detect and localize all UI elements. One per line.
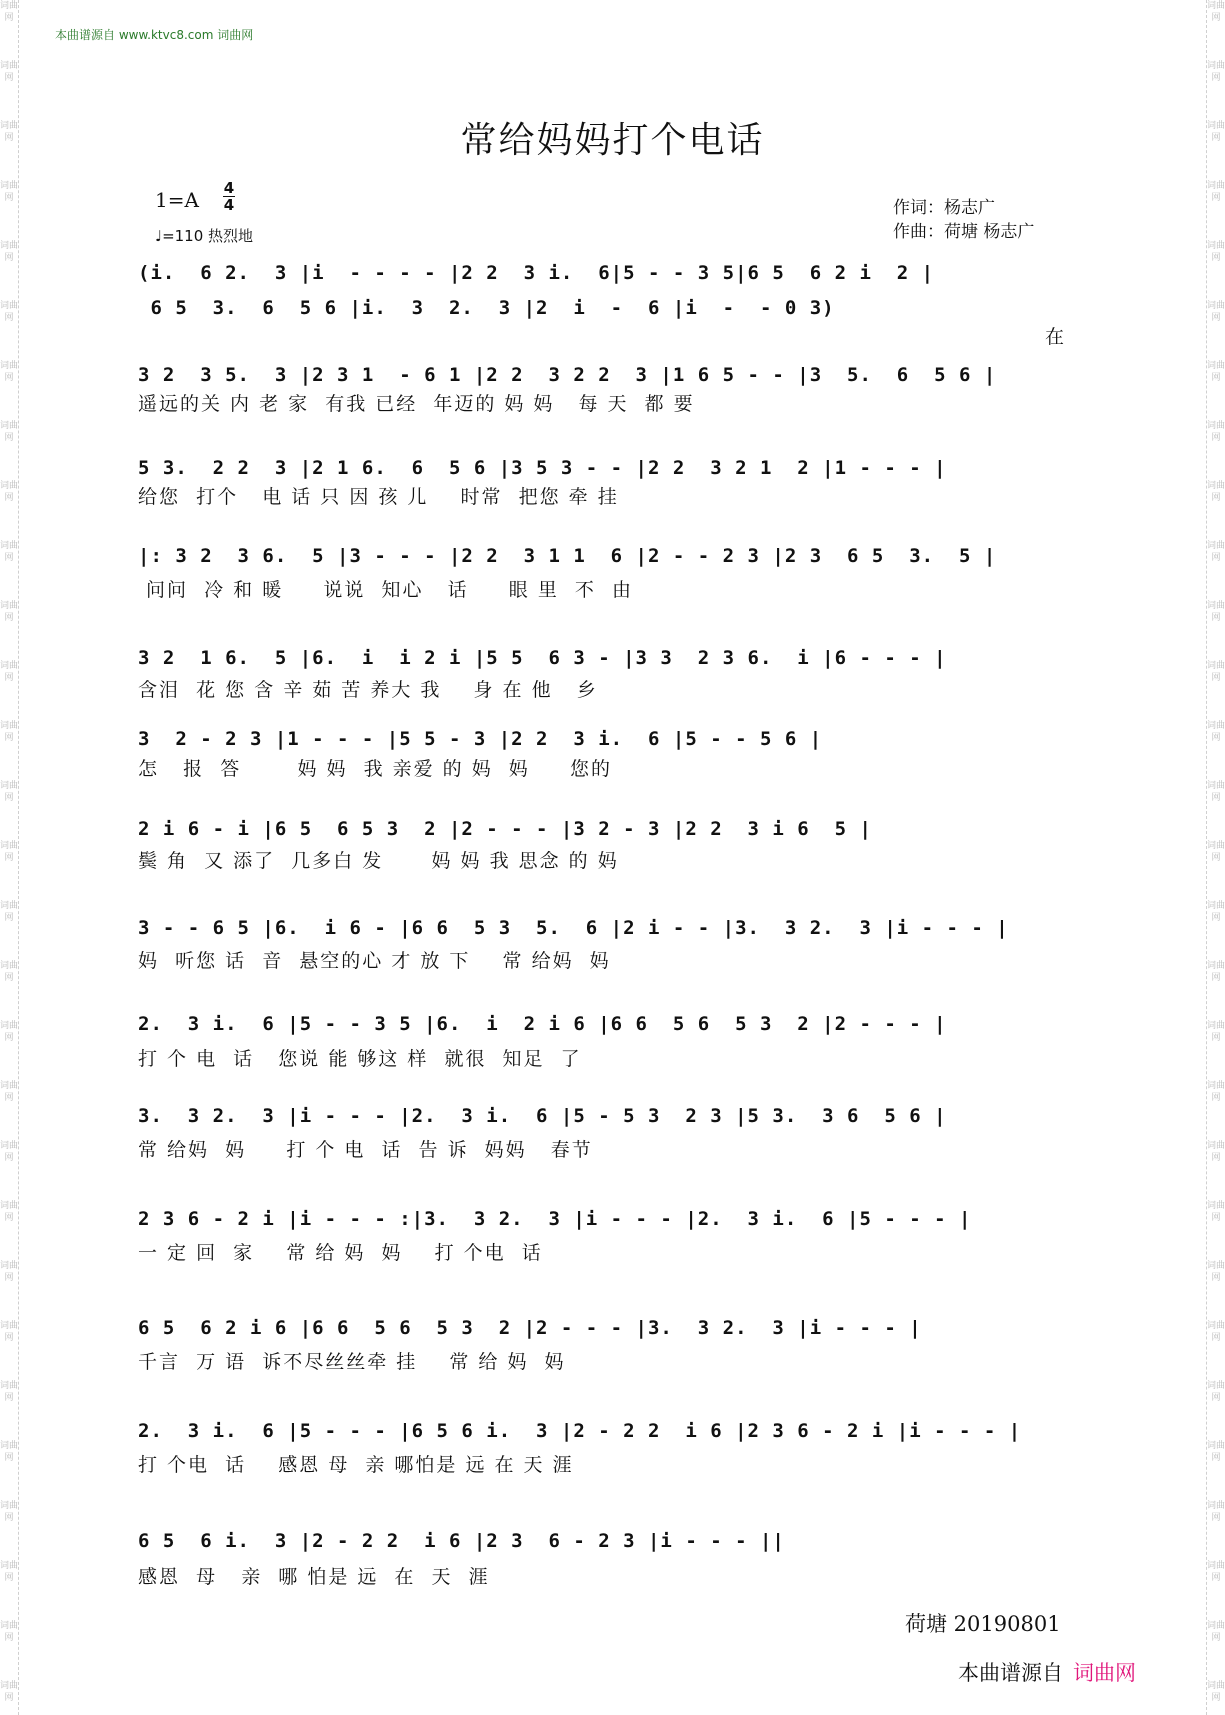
intro-notes-2: 6 5 3. 6 5 6 |i. 3 2. 3 |2 i - 6 |i - - 0 3) <box>138 297 835 319</box>
intro-lyric: 在 <box>1045 326 1067 348</box>
watermark-text: 词曲网 <box>1207 1261 1225 1283</box>
lyrics-line-1: 遥远的关 内 老 家 有我 已经 年迈的 妈 妈 每 天 都 要 <box>138 393 695 415</box>
watermark-text: 词曲网 <box>0 241 19 263</box>
watermark-text: 词曲网 <box>0 1021 19 1043</box>
notes-line-2: 5 3. 2 2 3 |2 1 6. 6 5 6 |3 5 3 - - |2 2 3 2 1 2 |1 - - - | <box>138 457 947 479</box>
lyrics-line-5: 怎 报 答 妈 妈 我 亲爱 的 妈 妈 您的 <box>138 758 612 780</box>
time-denominator: 4 <box>223 196 235 214</box>
intro-notes-1: (i. 6 2. 3 |i - - - - |2 2 3 i. 6|5 - - 3 5|6 5 6 2 i 2 | <box>138 262 935 284</box>
watermark-text: 词曲网 <box>1207 1201 1225 1223</box>
lyrics-line-2: 给您 打个 电 话 只 因 孩 儿 时常 把您 牵 挂 <box>138 486 619 508</box>
watermark-text: 词曲网 <box>1207 961 1225 983</box>
watermark-text: 词曲网 <box>1207 61 1225 83</box>
watermark-text: 词曲网 <box>0 1681 19 1703</box>
notes-line-10: 2 3 6 - 2 i |i - - - :|3. 3 2. 3 |i - - - |2. 3 i. 6 |5 - - - | <box>138 1208 972 1230</box>
watermark-text: 词曲网 <box>0 1321 19 1343</box>
notes-line-4: 3 2 1 6. 5 |6. i i 2 i |5 5 6 3 - |3 3 2 3 6. i |6 - - - | <box>138 647 947 669</box>
watermark-text: 词曲网 <box>0 361 19 383</box>
watermark-text: 词曲网 <box>0 721 19 743</box>
watermark-text: 词曲网 <box>0 1081 19 1103</box>
source-link-top[interactable]: 本曲谱源自 www.ktvc8.com 词曲网 <box>55 28 254 42</box>
credits <box>893 196 1034 244</box>
lyrics-line-3: 问问 冷 和 暖 说说 知心 话 眼 里 不 由 <box>138 579 633 601</box>
watermark-text: 词曲网 <box>1207 781 1225 803</box>
lyrics-line-9: 常 给妈 妈 打 个 电 话 告 诉 妈妈 春节 <box>138 1139 593 1161</box>
watermark-text: 词曲网 <box>0 301 19 323</box>
composer-credit: 作曲：荷塘 杨志广 <box>893 222 1035 242</box>
notes-line-1: 3 2 3 5. 3 |2 3 1 - 6 1 |2 2 3 2 2 3 |1 6 5 - - |3 5. 6 5 6 | <box>138 364 997 386</box>
watermark-text: 词曲网 <box>1207 301 1225 323</box>
watermark-text: 词曲网 <box>0 1261 19 1283</box>
watermark-text: 词曲网 <box>0 481 19 503</box>
notes-line-6: 2 i 6 - i |6 5 6 5 3 2 |2 - - - |3 2 - 3 |2 2 3 i 6 5 | <box>138 818 872 840</box>
watermark-text: 词曲网 <box>0 181 19 203</box>
signature: 荷塘 20190801 <box>905 1612 1061 1636</box>
watermark-text: 词曲网 <box>1207 121 1225 143</box>
watermark-text: 词曲网 <box>0 601 19 623</box>
lyrics-line-12: 打 个电 话 感恩 母 亲 哪怕是 远 在 天 涯 <box>138 1454 574 1476</box>
watermark-text: 词曲网 <box>1207 241 1225 263</box>
lyricist-credit: 作词：杨志广 <box>893 198 995 218</box>
watermark-text: 词曲网 <box>1207 481 1225 503</box>
watermark-text: 词曲网 <box>0 1141 19 1163</box>
watermark-text: 词曲网 <box>1207 1321 1225 1343</box>
watermark-text: 词曲网 <box>0 901 19 923</box>
watermark-text: 词曲网 <box>1207 1621 1225 1643</box>
left-watermark-border <box>0 0 19 1715</box>
watermark-text: 词曲网 <box>1207 601 1225 623</box>
watermark-text: 词曲网 <box>1207 1021 1225 1043</box>
watermark-text: 词曲网 <box>0 1201 19 1223</box>
watermark-text: 词曲网 <box>1207 421 1225 443</box>
watermark-text: 词曲网 <box>1207 1561 1225 1583</box>
notes-line-9: 3. 3 2. 3 |i - - - |2. 3 i. 6 |5 - 5 3 2 3 |5 3. 3 6 5 6 | <box>138 1105 947 1127</box>
watermark-text: 词曲网 <box>0 661 19 683</box>
watermark-text: 词曲网 <box>0 1 19 23</box>
time-signature <box>223 180 235 213</box>
tempo-marking: ♩=110 热烈地 <box>155 227 254 245</box>
lyrics-line-11: 千言 万 语 诉不尽丝丝牵 挂 常 给 妈 妈 <box>138 1351 566 1373</box>
watermark-text: 词曲网 <box>1207 1681 1225 1703</box>
watermark-text: 词曲网 <box>1207 1081 1225 1103</box>
notes-line-7: 3 - - 6 5 |6. i 6 - |6 6 5 3 5. 6 |2 i - - |3. 3 2. 3 |i - - - | <box>138 917 1009 939</box>
notes-line-3: |: 3 2 3 6. 5 |3 - - - |2 2 3 1 1 6 |2 - - 2 3 |2 3 6 5 3. 5 | <box>138 545 997 567</box>
source-prefix: 本曲谱源自 <box>958 1661 1063 1685</box>
lyrics-line-6: 鬓 角 又 添了 几多白 发 妈 妈 我 思念 的 妈 <box>138 850 619 872</box>
song-title: 常给妈妈打个电话 <box>460 120 765 161</box>
lyrics-line-8: 打 个 电 话 您说 能 够这 样 就很 知足 了 <box>138 1048 582 1070</box>
watermark-text: 词曲网 <box>0 841 19 863</box>
lyrics-line-13: 感恩 母 亲 哪 怕是 远 在 天 涯 <box>138 1566 490 1588</box>
watermark-text: 词曲网 <box>1207 361 1225 383</box>
lyrics-line-7: 妈 听您 话 音 悬空的心 才 放 下 常 给妈 妈 <box>138 950 611 972</box>
watermark-text: 词曲网 <box>0 421 19 443</box>
key-signature: 1=A <box>155 188 199 212</box>
watermark-text: 词曲网 <box>1207 1141 1225 1163</box>
watermark-text: 词曲网 <box>0 961 19 983</box>
source-link-bottom[interactable] <box>958 1657 1136 1687</box>
watermark-text: 词曲网 <box>0 121 19 143</box>
watermark-text: 词曲网 <box>1207 541 1225 563</box>
watermark-text: 词曲网 <box>1207 901 1225 923</box>
right-watermark-border <box>1206 0 1225 1715</box>
watermark-text: 词曲网 <box>1207 661 1225 683</box>
watermark-text: 词曲网 <box>1207 1381 1225 1403</box>
watermark-text: 词曲网 <box>0 1381 19 1403</box>
source-brand[interactable]: 词曲网 <box>1073 1661 1136 1685</box>
notes-line-13: 6 5 6 i. 3 |2 - 2 2 i 6 |2 3 6 - 2 3 |i - - - || <box>138 1530 785 1552</box>
watermark-text: 词曲网 <box>1207 1501 1225 1523</box>
watermark-text: 词曲网 <box>0 1441 19 1463</box>
lyrics-line-10: 一 定 回 家 常 给 妈 妈 打 个电 话 <box>138 1242 543 1264</box>
watermark-text: 词曲网 <box>0 1561 19 1583</box>
watermark-text: 词曲网 <box>1207 721 1225 743</box>
watermark-text: 词曲网 <box>1207 1441 1225 1463</box>
watermark-text: 词曲网 <box>1207 1 1225 23</box>
watermark-text: 词曲网 <box>1207 181 1225 203</box>
watermark-text: 词曲网 <box>0 1501 19 1523</box>
watermark-text: 词曲网 <box>0 541 19 563</box>
watermark-text: 词曲网 <box>0 781 19 803</box>
notes-line-11: 6 5 6 2 i 6 |6 6 5 6 5 3 2 |2 - - - |3. 3 2. 3 |i - - - | <box>138 1317 922 1339</box>
notes-line-12: 2. 3 i. 6 |5 - - - |6 5 6 i. 3 |2 - 2 2 i 6 |2 3 6 - 2 i |i - - - | <box>138 1420 1022 1442</box>
watermark-text: 词曲网 <box>0 1621 19 1643</box>
watermark-text: 词曲网 <box>1207 841 1225 863</box>
notes-line-8: 2. 3 i. 6 |5 - - 3 5 |6. i 2 i 6 |6 6 5 6 5 3 2 |2 - - - | <box>138 1013 947 1035</box>
lyrics-line-4: 含泪 花 您 含 辛 茹 苦 养大 我 身 在 他 乡 <box>138 679 598 701</box>
notes-line-5: 3 2 - 2 3 |1 - - - |5 5 - 3 |2 2 3 i. 6 |5 - - 5 6 | <box>138 728 823 750</box>
watermark-text: 词曲网 <box>0 61 19 83</box>
time-numerator: 4 <box>223 179 235 197</box>
